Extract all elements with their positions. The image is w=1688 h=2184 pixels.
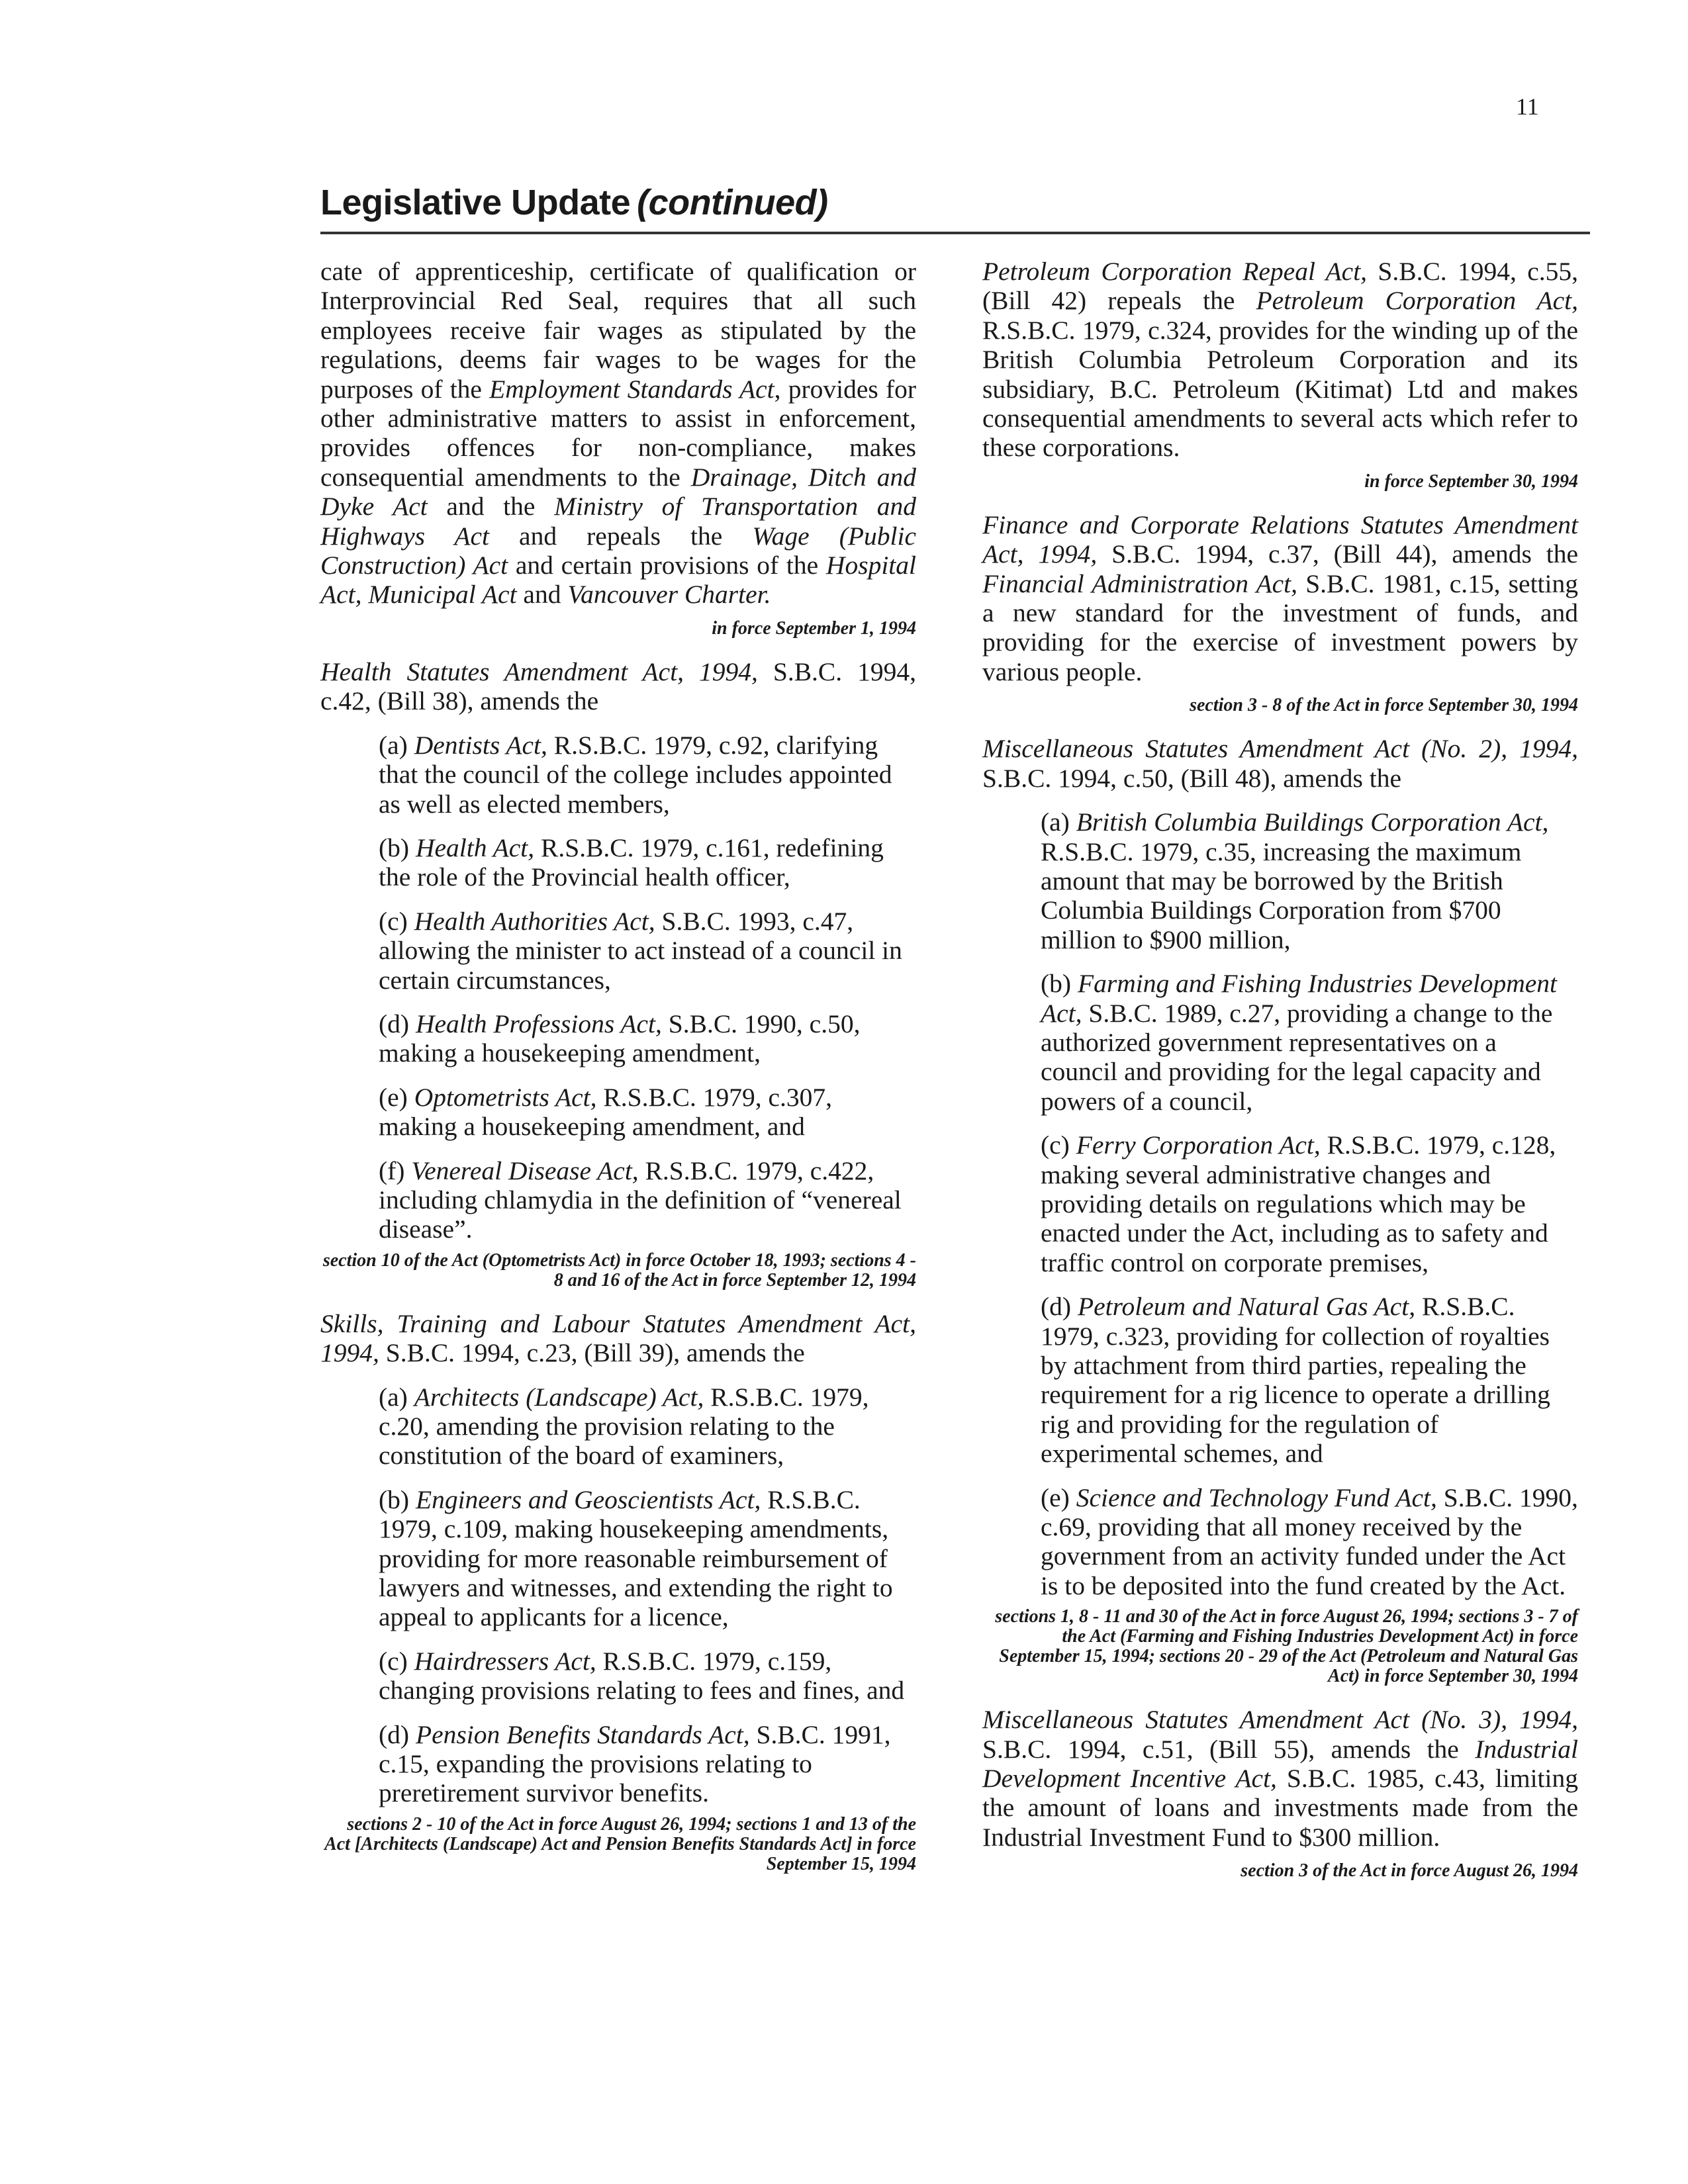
act-title: Health Statutes Amendment Act, 1994, [320, 657, 758, 686]
act-title: Finance and Corporate Relations Statutes Amendment Act, 1994, [982, 510, 1578, 569]
intro-paragraph: cate of apprenticeship, certificate of qualification or Interprovincial Red Seal, requires that all such employees receive fair wages as stipulated by the regulations, deems fair wages to be wages for the purposes of the Employment Standards Act, provides for other administrative matters to assist in enforcement, provides offences for non-compliance, makes consequential amendments to the Drainage, Ditch and Dyke Act and the Ministry of Transportation and Highways Act and repeals the Wage (Public Construction) Act and certain provisions of the Hospital Act, Municipal Act and Vancouver Charter. [320, 257, 917, 610]
amendment-list [1041, 807, 1578, 1600]
amendment-item: (c) Health Authorities Act, S.B.C. 1993, c.47, allowing the minister to act instead of a council in certain circumstances, [379, 906, 902, 995]
in-force-note: section 3 of the Act in force August 26, 1994 [1241, 1860, 1578, 1882]
act-heading: Finance and Corporate Relations Statutes Amendment Act, 1994, S.B.C. 1994, c.37, (Bill 44), amends the Financial Administration Act, S.B.C. 1981, c.15, setting a new standard for the investment of funds, and providing for the exercise of investment powers by various people. [982, 510, 1578, 686]
act-title: Miscellaneous Statutes Amendment Act (No. 2), 1994, [982, 734, 1578, 764]
act-heading: Health Statutes Amendment Act, 1994, S.B.C. 1994, c.42, (Bill 38), amends the [320, 657, 916, 716]
in-force-note: section 3 - 8 of the Act in force September 30, 1994 [1190, 695, 1578, 716]
in-force-note: section 10 of the Act (Optometrists Act) in force October 18, 1993; sections 4 - 8 and 16 of the Act in force September 12, 1994 [322, 1250, 916, 1291]
act-entry-misc-3 [982, 1705, 1578, 1881]
amendment-list [379, 1383, 916, 1808]
act-heading: Petroleum Corporation Repeal Act, S.B.C. 1994, c.55, (Bill 42) repeals the Petroleum Corporation Act, R.S.B.C. 1979, c.324, provides for the winding up of the British Columbia Petroleum Corporation and its subsidiary, B.C. Petroleum (Kitimat) Ltd and makes consequential amendments to several acts which refer to these corporations. [982, 257, 1578, 463]
act-title: Petroleum Corporation Repeal Act, [982, 257, 1368, 286]
amendment-item: (a) British Columbia Buildings Corporation Act, R.S.B.C. 1979, c.35, increasing the maximum amount that may be borrowed by the British Columbia Buildings Corporation from $700 million to $900 million, [1041, 807, 1549, 954]
amendment-item: (c) Hairdressers Act, R.S.B.C. 1979, c.159, changing provisions relating to fees and fines, and [379, 1646, 905, 1706]
act-entry-health [320, 657, 916, 1291]
amendment-item: (a) Architects (Landscape) Act, R.S.B.C. 1979, c.20, amending the provision relating to the constitution of the board of examiners, [379, 1382, 869, 1471]
header-continued: (continued) [637, 183, 828, 222]
section-header [320, 180, 1590, 234]
amendment-item: (c) Ferry Corporation Act, R.S.B.C. 1979, c.128, making several administrative changes and providing details on regulations which may be enacted under the Act, including as to safety and traffic control on corporate premises, [1041, 1130, 1556, 1277]
act-title: Miscellaneous Statutes Amendment Act (No. 3), 1994, [982, 1705, 1578, 1735]
amendment-item: (b) Health Act, R.S.B.C. 1979, c.161, redefining the role of the Provincial health officer, [379, 833, 884, 892]
in-force-note: sections 1, 8 - 11 and 30 of the Act in force August 26, 1994; sections 3 - 7 of the Act (Farming and Fishing Industries Development Act) in force September 15, 1994; sections 20 - 29 of the Act (Petroleum and Natural Gas Act) in force September 30, 1994 [995, 1606, 1578, 1687]
in-force-note: in force September 30, 1994 [1364, 471, 1578, 492]
amendment-item: (f) Venereal Disease Act, R.S.B.C. 1979, c.422, including chlamydia in the definition of “venereal disease”. [379, 1156, 902, 1244]
in-force-note: sections 2 - 10 of the Act in force August 26, 1994; sections 1 and 13 of the Act [Architects (Landscape) Act and Pension Benefits Standards Act] in force September 15, 1994 [324, 1813, 916, 1874]
amendment-list [379, 731, 916, 1244]
amendment-item: (d) Pension Benefits Standards Act, S.B.C. 1991, c.15, expanding the provisions relating to preretirement survivor benefits. [379, 1719, 891, 1808]
act-heading: Miscellaneous Statutes Amendment Act (No. 3), 1994, S.B.C. 1994, c.51, (Bill 55), amends the Industrial Development Incentive Act, S.B.C. 1985, c.43, limiting the amount of loans and investments made from the Industrial Investment Fund to $300 million. [982, 1705, 1578, 1852]
act-entry-petroleum [982, 257, 1578, 492]
act-heading: Miscellaneous Statutes Amendment Act (No. 2), 1994, S.B.C. 1994, c.50, (Bill 48), amends the [982, 734, 1578, 793]
act-title: Skills, Training and Labour Statutes Amendment Act, 1994, [320, 1308, 916, 1368]
act-entry-finance [982, 510, 1578, 715]
amendment-item: (d) Health Professions Act, S.B.C. 1990, c.50, making a housekeeping amendment, [379, 1009, 861, 1068]
header-title: Legislative Update [320, 183, 631, 222]
amendment-item: (d) Petroleum and Natural Gas Act, R.S.B.C. 1979, c.323, providing for collection of royalties by attachment from third parties, repealing the requirement for a rig licence to operate a drilling rig and providing for the regulation of experimental schemes, and [1041, 1292, 1550, 1469]
amendment-item: (b) Farming and Fishing Industries Development Act, S.B.C. 1989, c.27, providing a change to the authorized government representatives on a council and providing for the legal capacity and powers of a council, [1041, 969, 1558, 1116]
act-heading: Skills, Training and Labour Statutes Amendment Act, 1994, S.B.C. 1994, c.23, (Bill 39), amends the [320, 1308, 916, 1368]
amendment-item: (e) Science and Technology Fund Act, S.B.C. 1990, c.69, providing that all money received by the government from an activity funded under the Act is to be deposited into the fund created by the Act. [1041, 1482, 1578, 1600]
page-number: 11 [1516, 93, 1539, 120]
act-entry-misc-2 [982, 734, 1578, 1686]
amendment-item: (a) Dentists Act, R.S.B.C. 1979, c.92, clarifying that the council of the college includes appointed as well as elected members, [379, 730, 892, 819]
right-column [982, 257, 1578, 1881]
in-force-note: in force September 1, 1994 [712, 617, 916, 639]
left-column [320, 257, 916, 1874]
amendment-item: (b) Engineers and Geoscientists Act, R.S.B.C. 1979, c.109, making housekeeping amendments, providing for more reasonable reimbursement of lawyers and witnesses, and extending the right to appeal to applicants for a licence, [379, 1484, 893, 1632]
act-entry-skills [320, 1309, 916, 1874]
amendment-item: (e) Optometrists Act, R.S.B.C. 1979, c.307, making a housekeeping amendment, and [379, 1082, 833, 1142]
